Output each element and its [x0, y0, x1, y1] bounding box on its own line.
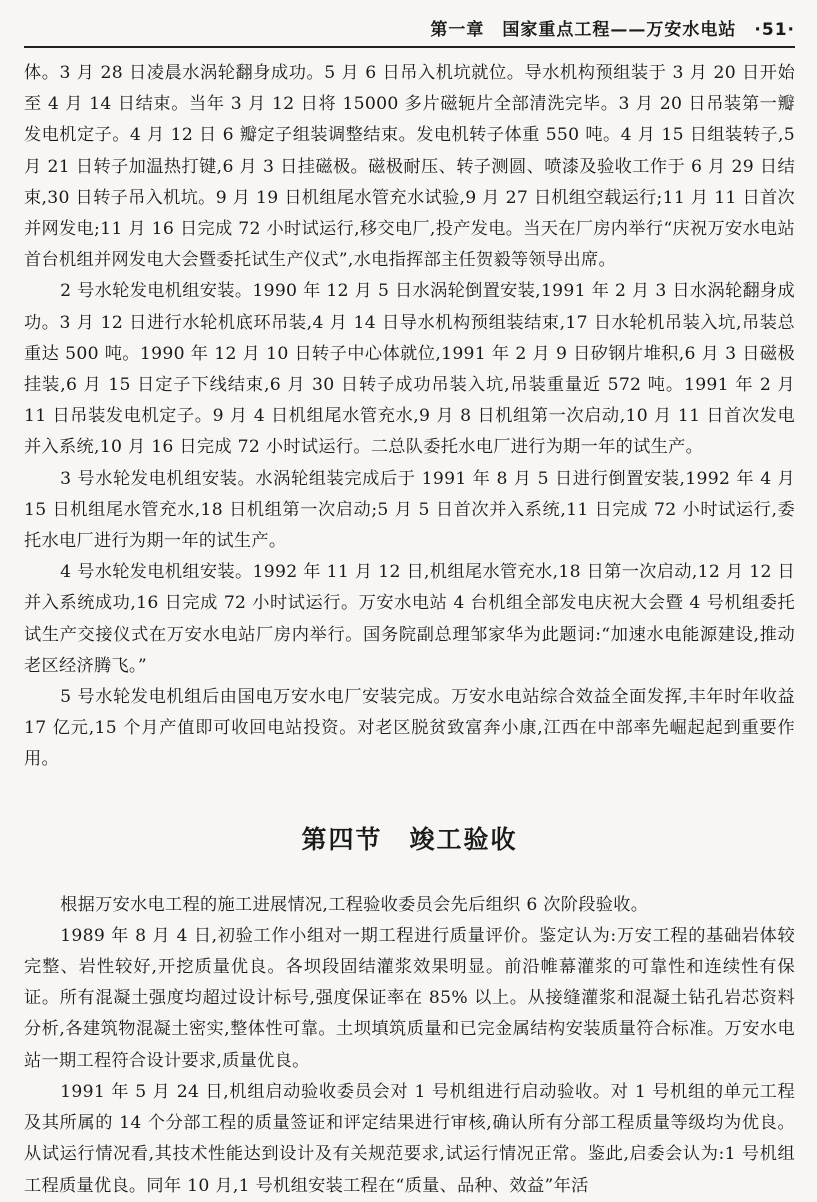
page-body: [24, 48, 795, 1202]
body-paragraph: 3 号水轮发电机组安装。水涡轮组装完成后于 1991 年 8 月 5 日进行倒置安装,1992 年 4 月 15 日机组尾水管充水,18 日机组第一次启动;5 月 5 日首次并入系统,11 日完成 72 小时试运行,委托水电厂进行为期一年的试生产。: [24, 468, 795, 552]
body-paragraph: 2 号水轮发电机组安装。1990 年 12 月 5 日水涡轮倒置安装,1991 年 2 月 3 日水涡轮翻身成功。3 月 12 日进行水轮机底环吊装,4 月 14 日导水机构预组装结束,17 日水轮机吊装入坑,吊装总重达 500 吨。1990 年 12 月 10 日转子中心体就位,1991 年 2 月 9 日矽钢片堆积,6 月 3 日磁极挂装,6 月 15 日定子下线结束,6 月 30 日转子成功吊装入坑,吊装重量近 572 吨。1991 年 2 月 11 日吊装发电机定子。9 月 4 日机组尾水管充水,9 月 8 日机组第一次启动,10 月 11 日首次发电并入系统,10 月 16 日完成 72 小时试运行。二总队委托水电厂进行为期一年的试生产。: [24, 281, 795, 458]
page-number: ·51·: [754, 20, 795, 40]
chapter-title: 第一章 国家重点工程——万安水电站: [430, 20, 737, 40]
body-paragraph: 体。3 月 28 日凌晨水涡轮翻身成功。5 月 6 日吊入机坑就位。导水机构预组装于 3 月 20 日开始至 4 月 14 日结束。当年 3 月 12 日将 15000 多片磁轭片全部清洗完毕。3 月 20 日吊装第一瓣发电机定子。4 月 12 日 6 瓣定子组装调整结束。发电机转子体重 550 吨。4 月 15 日组装转子,5 月 21 日转子加温热打键,6 月 3 日挂磁极。磁极耐压、转子测圆、喷漆及验收工作于 6 月 29 日结束,30 日转子吊入机坑。9 月 19 日机组尾水管充水试验,9 月 27 日机组空载运行;11 月 11 日首次并网发电;11 月 16 日完成 72 小时试运行,移交电厂,投产发电。当天在厂房内举行“庆祝万安水电站首台机组并网发电大会暨委托试生产仪式”,水电指挥部主任贺毅等领导出席。: [24, 63, 795, 271]
body-paragraph: 1989 年 8 月 4 日,初验工作小组对一期工程进行质量评价。鉴定认为:万安工程的基础岩体较完整、岩性较好,开挖质量优良。各坝段固结灌浆效果明显。前沿帷幕灌浆的可靠性和连续性有保证。所有混凝土强度均超过设计标号,强度保证率在 85% 以上。从接缝灌浆和混凝土钻孔岩芯资料分析,各建筑物混凝土密实,整体性可靠。土坝填筑质量和已完金属结构安装质量符合标准。万安水电站一期工程符合设计要求,质量优良。: [24, 925, 795, 1071]
body-paragraph: 5 号水轮发电机组后由国电万安水电厂安装完成。万安水电站综合效益全面发挥,丰年时年收益 17 亿元,15 个月产值即可收回电站投资。对老区脱贫致富奔小康,江西在中部率先崛起起到重要作用。: [24, 687, 795, 770]
body-paragraph: 4 号水轮发电机组安装。1992 年 11 月 12 日,机组尾水管充水,18 日第一次启动,12 月 12 日并入系统成功,16 日完成 72 小时试运行。万安水电站 4 台机组全部发电庆祝大会暨 4 号机组委托试生产交接仪式在万安水电站厂房内举行。国务院副总理邹家华为此题词:“加速水电能源建设,推动老区经济腾飞。”: [24, 562, 795, 676]
body-paragraph: 1991 年 5 月 24 日,机组启动验收委员会对 1 号机组进行启动验收。对 1 号机组的单元工程及其所属的 14 个分部工程的质量签证和评定结果进行审核,确认所有分部工程质量等级均为优良。从试运行情况看,其技术性能达到设计及有关规范要求,试运行情况正常。鉴此,启委会认为:1 号机组工程质量优良。同年 10 月,1 号机组安装工程在“质量、品种、效益”年活: [24, 1081, 795, 1196]
running-header: [24, 0, 795, 48]
body-paragraph: 根据万安水电工程的施工进展情况,工程验收委员会先后组织 6 次阶段验收。: [60, 894, 649, 915]
section-heading: 第四节 竣工验收: [301, 824, 518, 854]
